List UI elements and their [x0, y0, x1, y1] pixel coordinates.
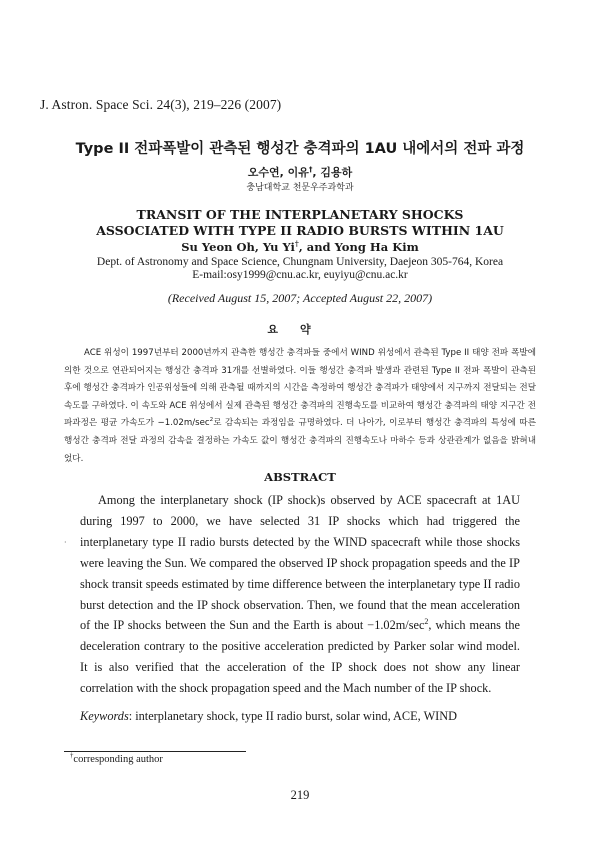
affiliation-department: Dept. of Astronomy and Space Science, Chungnam University, Daejeon 305-764, Korea: [96, 256, 504, 268]
affiliation-email: E-mail:osy1999@cnu.ac.kr, euyiyu@cnu.ac.kr: [192, 269, 408, 281]
korean-abstract-text: ACE 위성이 1997년부터 2000년까지 관측한 행성간 충격파들 중에서 WIND 위성에서 관측된 Type II 태양 전파 폭발에 의한 것으로 연관되어지는 행성간 충격파 31개를 선별하였다. 이들 행성간 충격파 발생과 관련된 Type II 전파 폭발이 관측된 후에 행성간 충격파가 인공위성들에 의해 관측될 때까지의 시간을 측정하여 행성간 충격파가 태양에서 지구까지 전달되는 전달속도를 구하였다. 이 속도와 ACE 위성에서 실제 관측된 행성간 충격파의 진행속도를 비교하여 행성간 충격파의 태양 지구간 전파과정은 평균 가속도가 −1.02m/sec: [64, 348, 536, 429]
english-authors: [0, 240, 600, 254]
korean-title: Type II 전파폭발이 관측된 행성간 충격파의 1AU 내에서의 전파 과정: [75, 141, 525, 157]
english-title-line1: TRANSIT OF THE INTERPLANETARY SHOCKS: [136, 207, 464, 222]
english-affiliation: [0, 256, 600, 282]
corresponding-mark: †: [308, 164, 313, 174]
korean-abstract-heading: 요약: [267, 323, 333, 336]
english-authors-names: Su Yeon Oh, Yu Yi: [181, 240, 295, 254]
korean-abstract-paragraph: [64, 345, 536, 468]
korean-authors-names: 오수연, 이유: [247, 166, 309, 179]
footnote-text: corresponding author: [73, 754, 163, 765]
korean-abstract: [64, 345, 536, 468]
footnote: [70, 754, 163, 765]
english-abstract: [80, 490, 520, 699]
received-dates: (Received August 15, 2007; Accepted August 22, 2007): [167, 291, 433, 305]
korean-authors-rest: , 김용하: [312, 166, 353, 179]
keywords-list: : interplanetary shock, type II radio burst, solar wind, ACE, WIND: [128, 709, 458, 723]
english-abstract-exponent: 2: [424, 617, 429, 627]
corresponding-mark: †: [294, 239, 299, 249]
keywords: [80, 709, 540, 724]
english-authors-rest: , and Yong Ha Kim: [298, 240, 419, 254]
korean-abstract-exponent: 2: [209, 417, 214, 424]
margin-mark: ·: [64, 538, 67, 547]
journal-reference: J. Astron. Space Sci. 24(3), 219–226 (2007): [40, 97, 282, 112]
korean-abstract-text-rest: 로 감속되는 과정임을 규명하였다. 더 나아가, 이로부터 행성간 충격파의 특성에 따른 행성간 충격파 전달 과정의 감속을 결정하는 가속도 값이 행성간 충격파의 진행속도나 마하수 등과 상관관계가 없음을 밝혀내었다.: [64, 418, 536, 464]
english-abstract-paragraph: [80, 490, 520, 699]
english-title: [0, 207, 600, 239]
page-number: 219: [290, 788, 310, 802]
english-abstract-text: Among the interplanetary shock (IP shock)s observed by ACE spacecraft at 1AU during 1997 to 2000, we have selected 31 IP shocks which had triggered the interplanetary type II radio bursts detected by the WIND spacecraft while those shocks were leaving the Sun. We compared the observed IP shock propagation speeds and the IP shock transit speeds estimated by time difference between the interplanetary type II radio burst detection and the IP shock observation. Then, we found that the mean acceleration of the IP shocks between the Sun and the Earth is about −1.02m/sec: [80, 493, 520, 633]
keywords-label: Keywords: [80, 709, 129, 723]
korean-affiliation: 충남대학교 천문우주과학과: [246, 183, 354, 193]
english-abstract-text-rest: , which means the deceleration contrary to the positive acceleration predicted by Parker solar wind model. It is also verified that the acceleration of the IP shock does not show any linear correlation with the shock propagation speed and the Mach number of the IP shock.: [80, 618, 520, 696]
abstract-heading: ABSTRACT: [264, 470, 336, 484]
footnote-mark: †: [70, 752, 74, 760]
korean-authors: [0, 164, 600, 180]
footnote-divider: [64, 751, 246, 752]
english-title-line2: ASSOCIATED WITH TYPE II RADIO BURSTS WITHIN 1AU: [96, 223, 504, 238]
